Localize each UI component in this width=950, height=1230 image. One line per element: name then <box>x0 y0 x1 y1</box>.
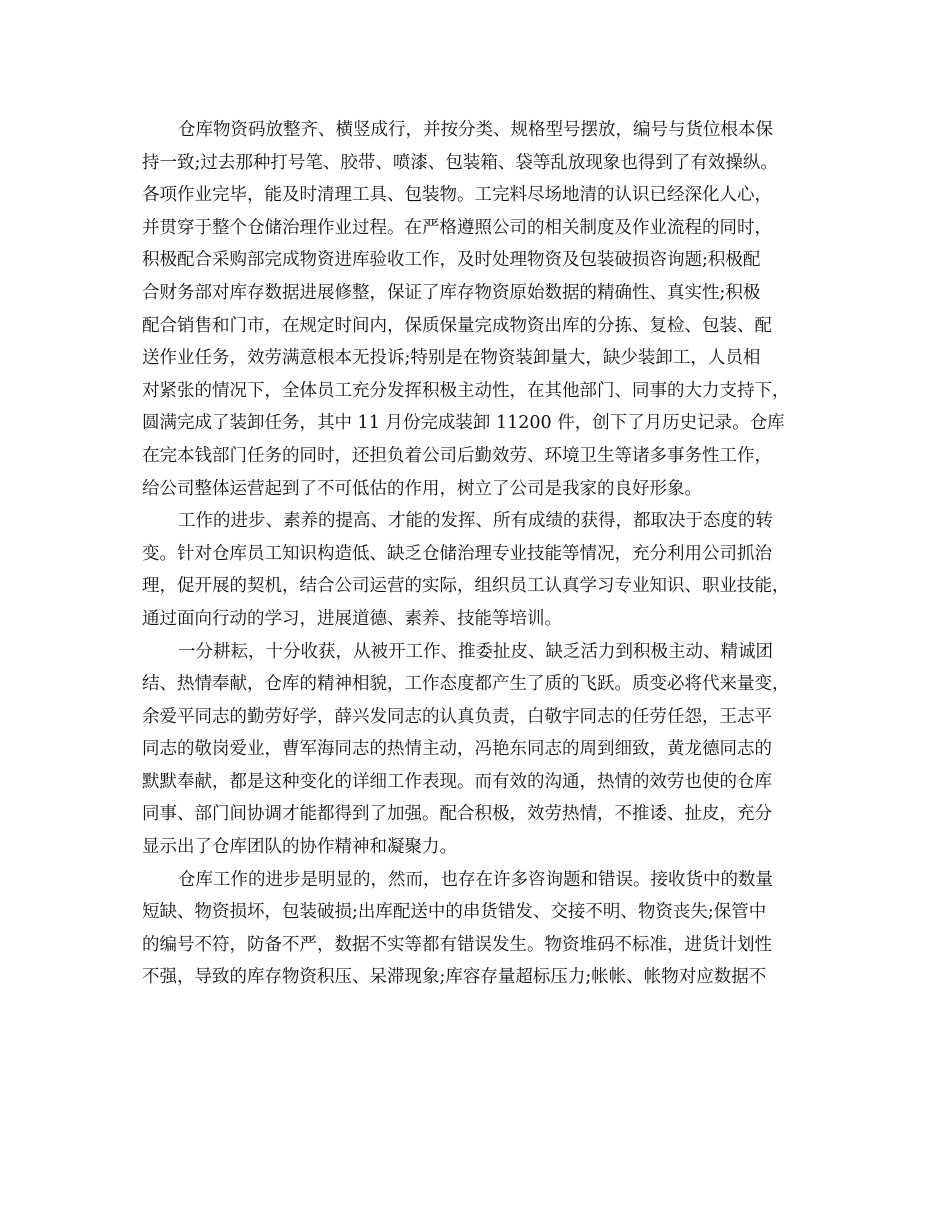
paragraph-line: 显示出了仓库团队的协作精神和凝聚力。 <box>142 837 457 858</box>
paragraph-line: 配合销售和门市，在规定时间内，保质保量完成物资出库的分拣、复检、包装、配 <box>142 315 772 336</box>
paragraph-line: 积极配合采购部完成物资进库验收工作，及时处理物资及包装破损咨询题;积极配 <box>142 250 761 271</box>
paragraph-line: 同事、部门间协调才能都得到了加强。配合积极，效劳热情，不推诿、扯皮，充分 <box>142 804 772 825</box>
paragraph-first-line: 一分耕耘，十分收获，从被开工作、推委扯皮、缺乏活力到积极主动、精诚团 <box>178 641 773 662</box>
paragraph-line: 余爱平同志的勤劳好学，薛兴发同志的认真负责，白敬宇同志的任劳任怨，王志平 <box>142 706 772 727</box>
paragraph-line: 不强，导致的库存物资积压、呆滞现象;库容存量超标压力;帐帐、帐物对应数据不 <box>142 967 767 988</box>
paragraph-line: 通过面向行动的学习，进展道德、素养、技能等培训。 <box>142 608 562 629</box>
paragraph <box>142 636 832 864</box>
paragraph-first-line: 工作的进步、素养的提高、才能的发挥、所有成绩的获得，都取决于态度的转 <box>178 511 773 532</box>
paragraph <box>142 114 832 505</box>
paragraph-line: 短缺、物资损坏，包装破损;出库配送中的串货错发、交接不明、物资丧失;保管中 <box>142 902 767 923</box>
paragraph-line: 并贯穿于整个仓储治理作业过程。在严格遵照公司的相关制度及作业流程的同时， <box>142 217 772 238</box>
paragraph <box>142 505 832 635</box>
document-body <box>142 114 832 994</box>
paragraph-line: 默默奉献，都是这种变化的详细工作表现。而有效的沟通，热情的效劳也使的仓库 <box>142 771 772 792</box>
paragraph-line: 合财务部对库存数据进展修整，保证了库存物资原始数据的精确性、真实性;积极 <box>142 282 761 303</box>
paragraph-first-line: 仓库工作的进步是明显的，然而，也存在许多咨询题和错误。接收货中的数量 <box>178 869 773 890</box>
paragraph-line: 给公司整体运营起到了不可低估的作用，树立了公司是我家的良好形象。 <box>142 478 702 499</box>
paragraph-first-line: 仓库物资码放整齐、横竖成行，并按分类、规格型号摆放，编号与货位根本保 <box>178 120 773 140</box>
paragraph-line: 圆满完成了装卸任务，其中 11 月份完成装卸 11200 件，创下了月历史记录。仓库 <box>142 413 785 434</box>
paragraph-line: 在完本钱部门任务的同时，还担负着公司后勤效劳、环境卫生等诸多事务性工作， <box>142 445 772 466</box>
paragraph-line: 结、热情奉献，仓库的精神相貌，工作态度都产生了质的飞跃。质变必将代来量变， <box>142 674 790 695</box>
paragraph-line: 变。针对仓库员工知识构造低、缺乏仓储治理专业技能等情况，充分利用公司抓治 <box>142 543 772 564</box>
paragraph-line: 送作业任务，效劳满意根本无投诉;特别是在物资装卸量大，缺少装卸工，人员相 <box>142 348 761 369</box>
paragraph-line: 的编号不符，防备不严，数据不实等都有错误发生。物资堆码不标准，进货计划性 <box>142 934 772 955</box>
paragraph-line: 持一致;过去那种打号笔、胶带、喷漆、包装箱、袋等乱放现象也得到了有效操纵。 <box>142 152 778 173</box>
paragraph-line: 理，促开展的契机，结合公司运营的实际，组织员工认真学习专业知识、职业技能， <box>142 576 790 597</box>
paragraph-line: 各项作业完毕，能及时清理工具、包装物。工完料尽场地清的认识已经深化人心， <box>142 185 772 206</box>
paragraph-line: 同志的敬岗爱业，曹军海同志的热情主动，冯艳东同志的周到细致，黄龙德同志的 <box>142 739 772 760</box>
paragraph <box>142 864 832 994</box>
paragraph-line: 对紧张的情况下，全体员工充分发挥积极主动性，在其他部门、同事的大力支持下， <box>142 380 790 401</box>
